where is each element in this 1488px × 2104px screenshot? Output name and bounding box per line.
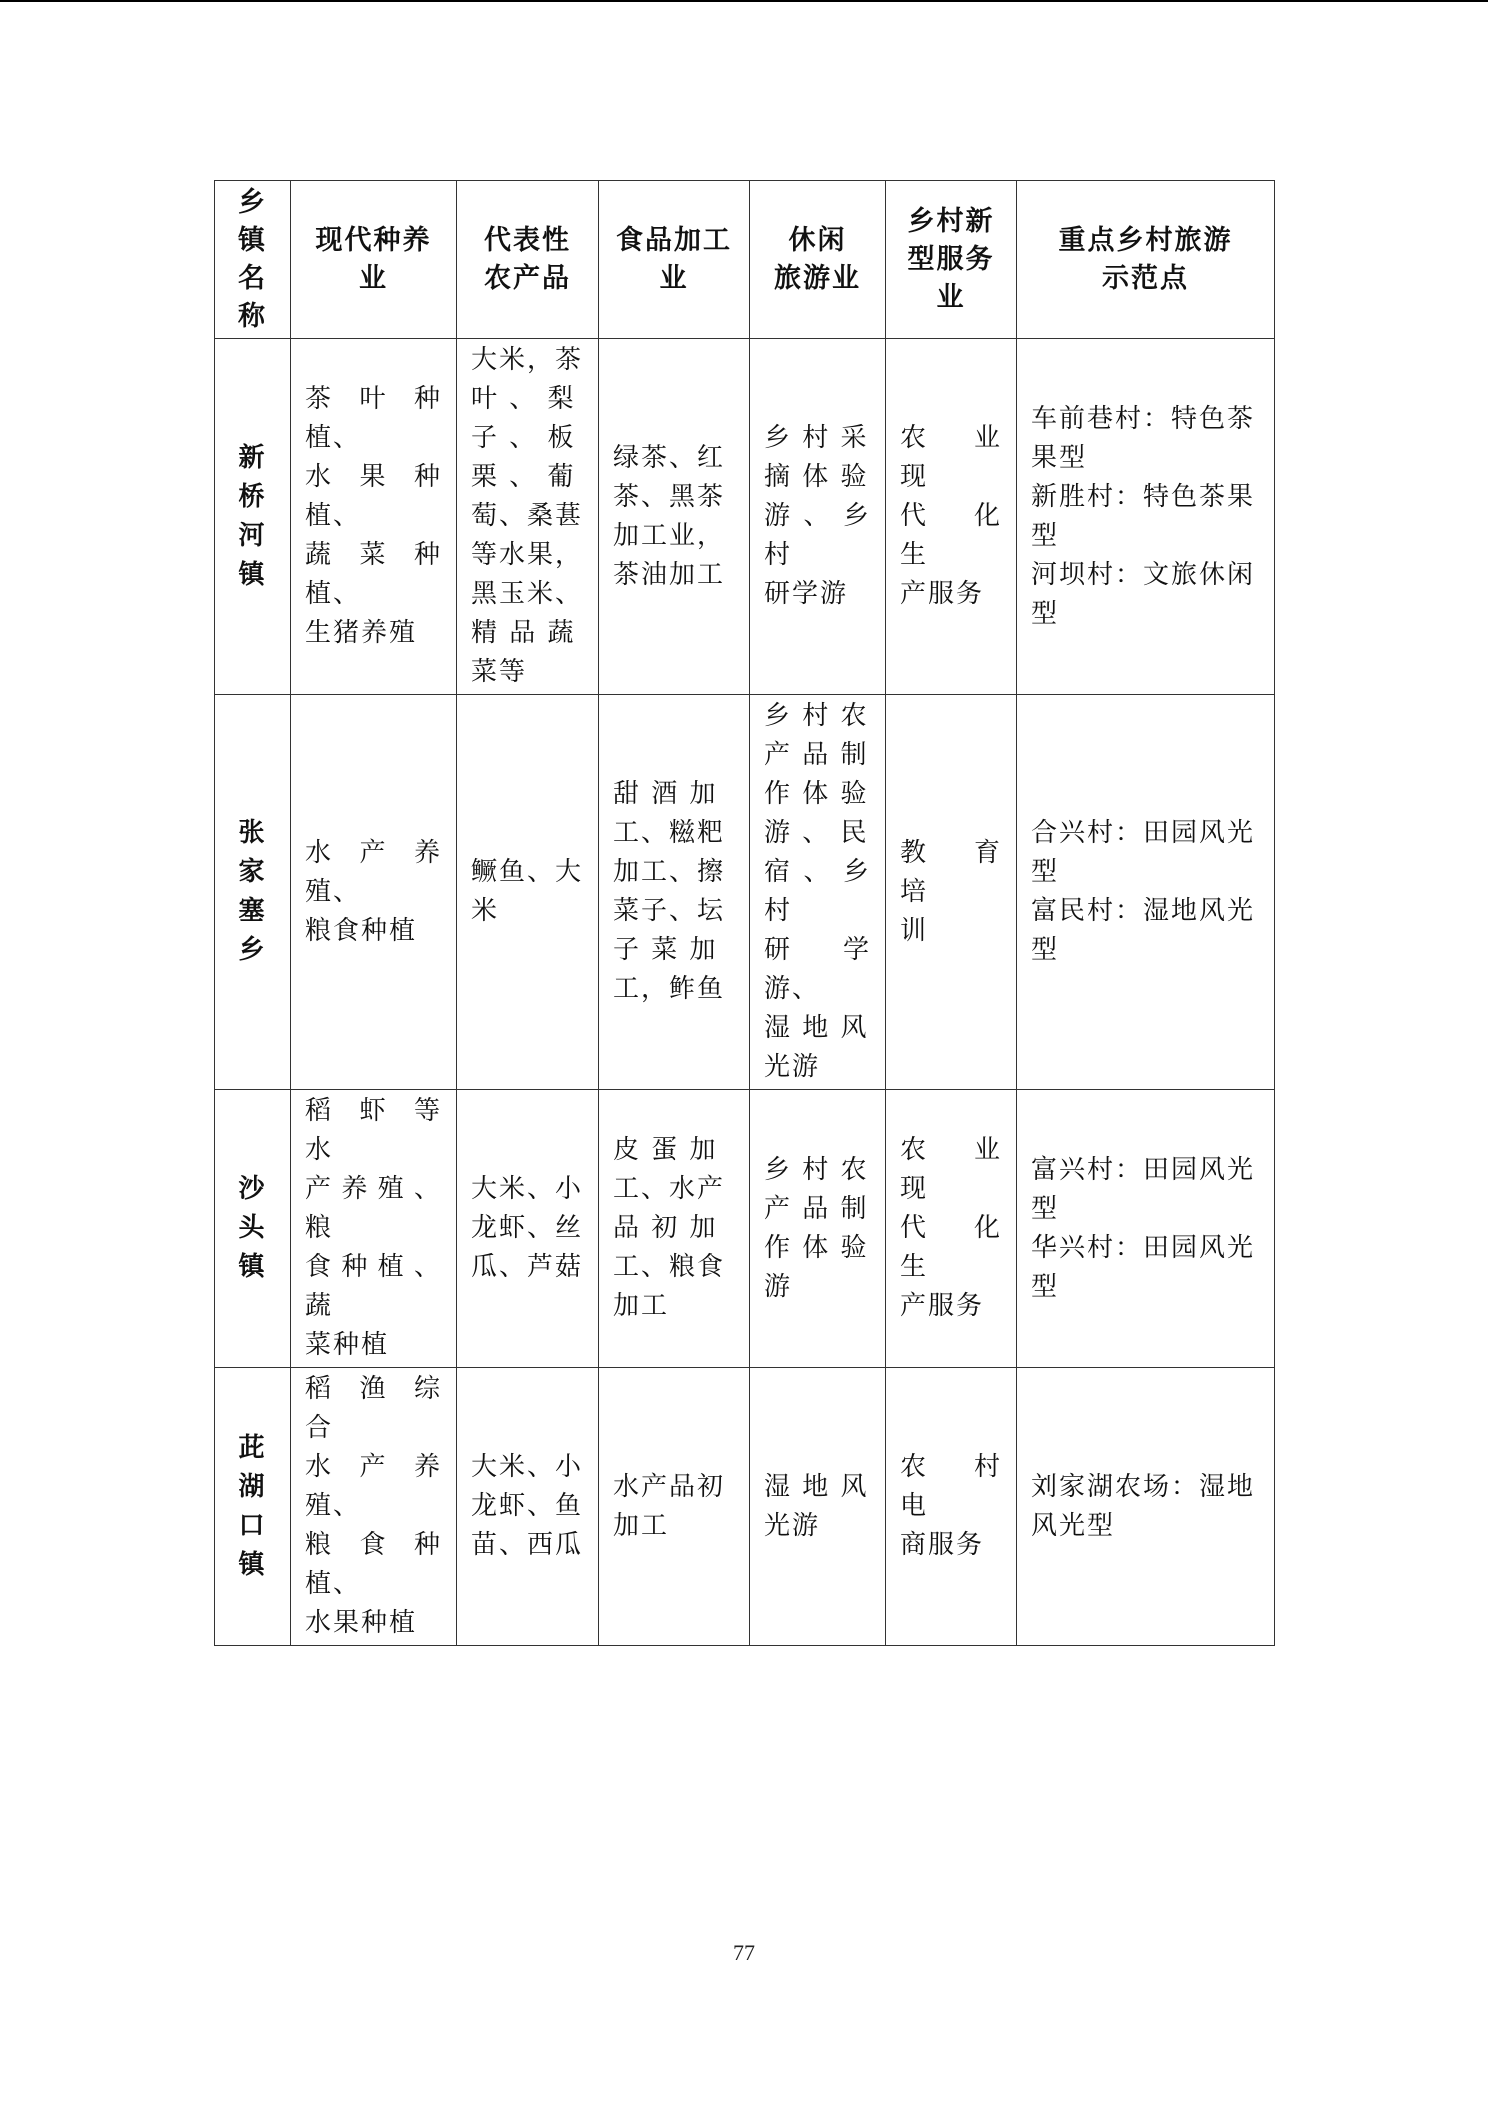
cell-demo-sites: 富兴村：田园风光 型 华兴村：田园风光 型 xyxy=(1017,1090,1275,1368)
cell-services: 教 育 培 训 xyxy=(886,695,1017,1090)
township-industry-table xyxy=(214,180,1275,1646)
cell-farming: 稻 虾 等 水 产养殖、粮 食种植、蔬 菜种植 xyxy=(291,1090,457,1368)
table-row xyxy=(215,1090,1275,1368)
cell-demo-sites: 合兴村：田园风光 型 富民村：湿地风光 型 xyxy=(1017,695,1275,1090)
cell-tourism: 乡 村 农 产 品 制 作 体 验 游 、 民 宿、乡村 研学游、 湿 地 风 光游 xyxy=(750,695,886,1090)
cell-tourism: 乡 村 农 产 品 制 作 体 验 游 xyxy=(750,1090,886,1368)
header-tourism-demo-sites: 重点乡村旅游 示范点 xyxy=(1017,181,1275,339)
cell-services: 农 村 电 商服务 xyxy=(886,1368,1017,1646)
cell-tourism: 乡 村 采 摘 体 验 游、乡村 研学游 xyxy=(750,339,886,695)
header-town-name: 乡 镇 名 称 xyxy=(215,181,291,339)
cell-town: 新 桥 河 镇 xyxy=(215,339,291,695)
cell-demo-sites: 车前巷村：特色茶 果型 新胜村：特色茶果 型 河坝村：文旅休闲 型 xyxy=(1017,339,1275,695)
cell-tourism: 湿 地 风 光游 xyxy=(750,1368,886,1646)
cell-processing: 绿茶、红 茶、黑茶 加工业， 茶油加工 xyxy=(599,339,750,695)
cell-town: 茈 湖 口 镇 xyxy=(215,1368,291,1646)
top-border-rule xyxy=(0,0,1488,2)
cell-processing: 甜 酒 加 工、糍粑 加工、擦 菜子、坛 子 菜 加 工，鲊鱼 xyxy=(599,695,750,1090)
cell-processing: 水产品初 加工 xyxy=(599,1368,750,1646)
page-number: 77 xyxy=(733,1940,755,1965)
table-header-row xyxy=(215,181,1275,339)
header-modern-farming: 现代种养 业 xyxy=(291,181,457,339)
cell-demo-sites: 刘家湖农场：湿地 风光型 xyxy=(1017,1368,1275,1646)
cell-products: 大米、小 龙虾、丝 瓜、芦菇 xyxy=(457,1090,599,1368)
table-row xyxy=(215,339,1275,695)
cell-products: 大米、小 龙虾、鱼 苗、西瓜 xyxy=(457,1368,599,1646)
cell-farming: 水产养殖、 粮食种植 xyxy=(291,695,457,1090)
header-food-processing: 食品加工 业 xyxy=(599,181,750,339)
cell-services: 农 业 现 代 化 生 产服务 xyxy=(886,339,1017,695)
cell-farming: 稻 渔 综 合 水产养殖、 粮食种植、 水果种植 xyxy=(291,1368,457,1646)
cell-town: 沙 头 镇 xyxy=(215,1090,291,1368)
cell-services: 农 业 现 代 化 生 产服务 xyxy=(886,1090,1017,1368)
cell-town: 张 家 塞 乡 xyxy=(215,695,291,1090)
cell-products: 鳜鱼、大 米 xyxy=(457,695,599,1090)
header-representative-products: 代表性 农产品 xyxy=(457,181,599,339)
cell-farming: 茶叶种植、 水果种植、 蔬菜种植、 生猪养殖 xyxy=(291,339,457,695)
header-rural-services: 乡村新 型服务 业 xyxy=(886,181,1017,339)
table-row xyxy=(215,695,1275,1090)
cell-processing: 皮 蛋 加 工、水产 品 初 加 工、粮食 加工 xyxy=(599,1090,750,1368)
table-row xyxy=(215,1368,1275,1646)
header-leisure-tourism: 休闲 旅游业 xyxy=(750,181,886,339)
cell-products: 大米，茶 叶 、 梨 子 、 板 栗 、 葡 萄、桑葚 等水果， 黑玉米、 精 品 蔬 菜等 xyxy=(457,339,599,695)
